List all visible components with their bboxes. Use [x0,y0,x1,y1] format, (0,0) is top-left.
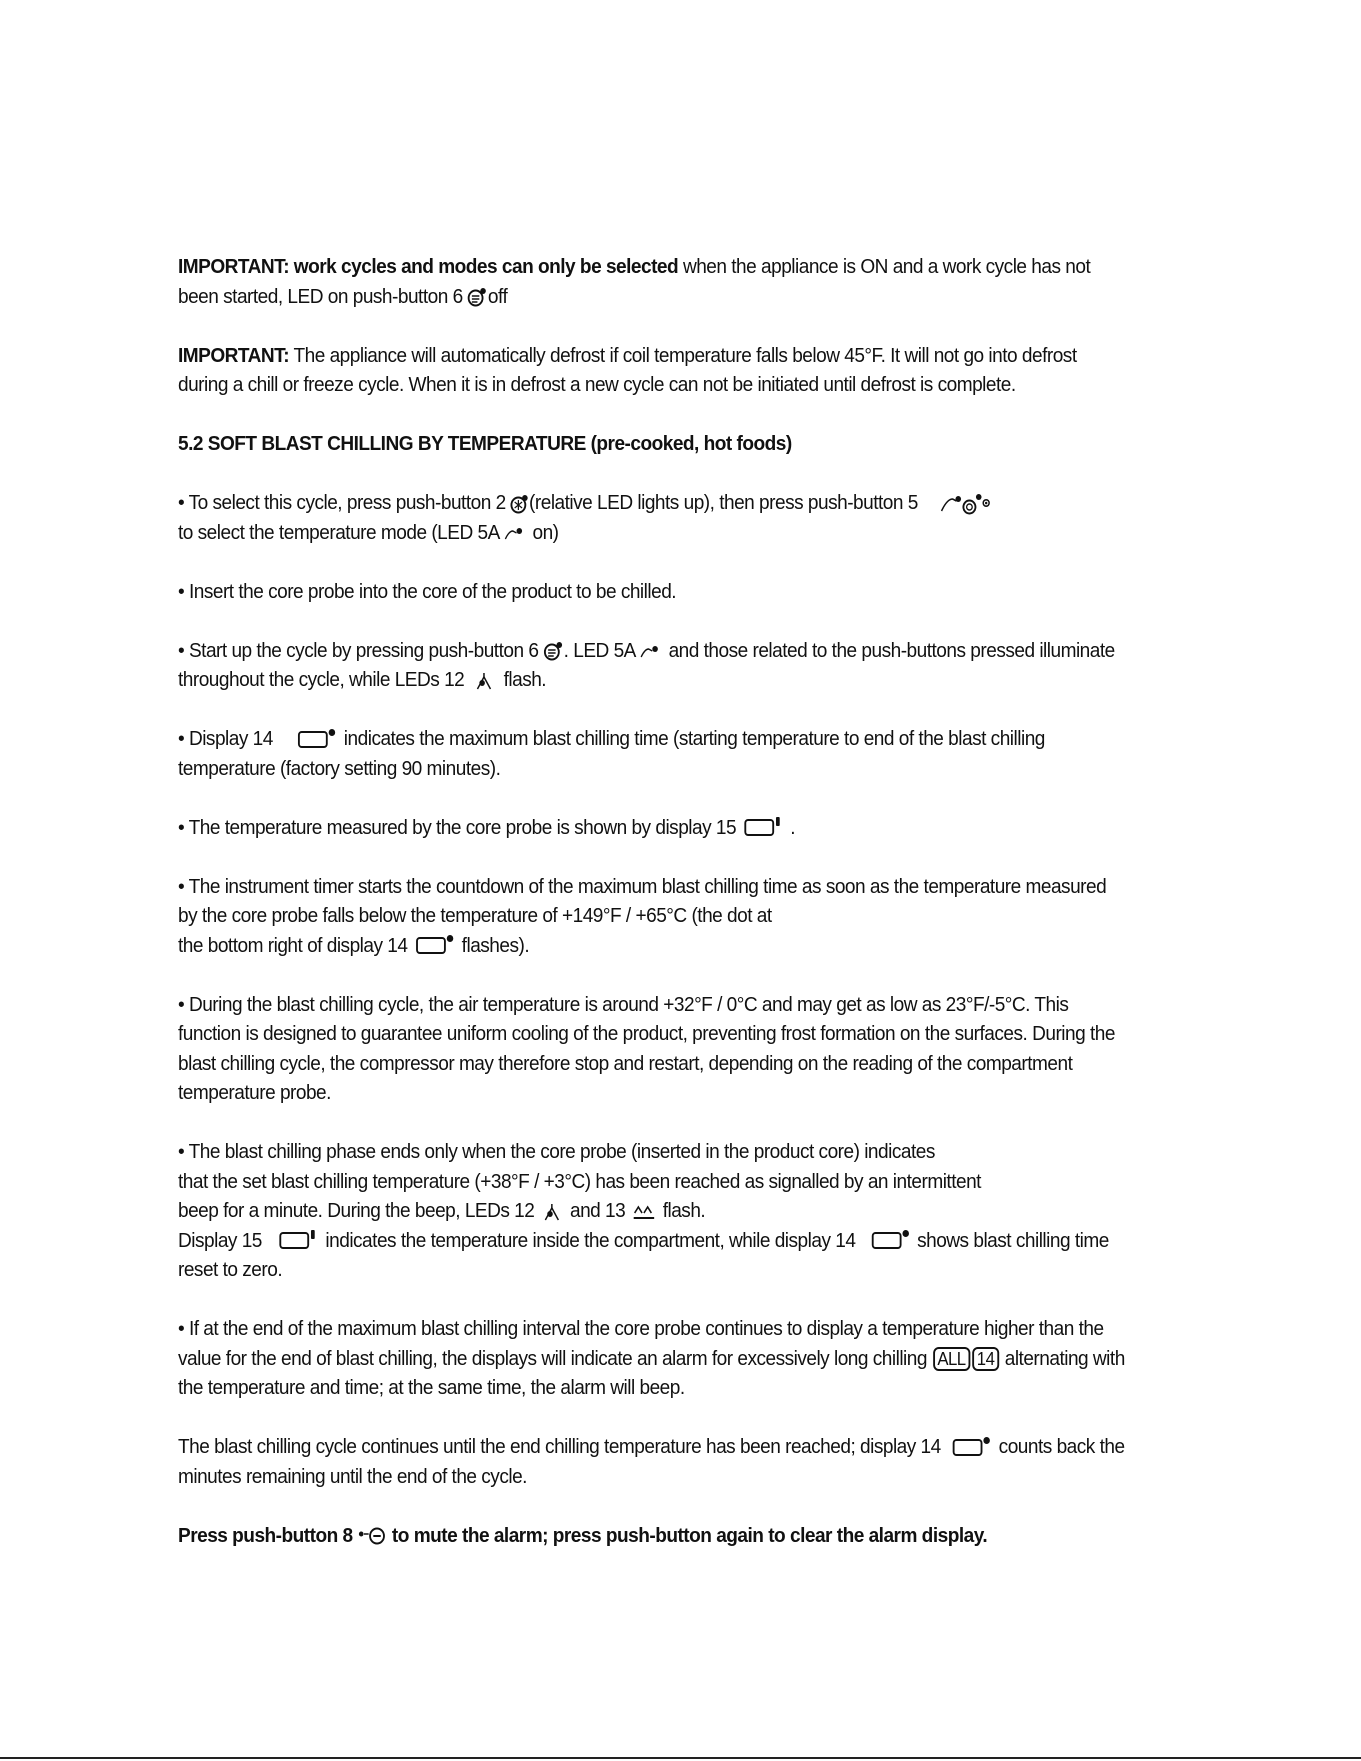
step-alarm-long-chilling [178,1314,1127,1403]
step-display-15 [178,813,1127,843]
timer-display-icon [871,1230,908,1252]
important-note-2-bold: IMPORTANT: [178,343,290,367]
section-title: 5.2 SOFT BLAST CHILLING BY TEMPERATURE (pre-cooked, hot foods) [178,432,792,455]
chill-led-icon [475,671,494,691]
step-select-cycle [178,488,1127,547]
start-stop-icon [467,287,487,307]
probe-display-icon [745,817,782,839]
step-timer-countdown-text-2: the bottom right of display 14 [178,933,413,957]
step-phase-end-text-6: Display 15 [178,1228,267,1252]
temperature-mode-icon [939,491,995,517]
step-select-cycle-text-2: (relative LED lights up), then press push-button 5 [529,491,923,514]
step-phase-end-text-2: that the set blast chilling temperature (+38°F / +3°C) has been reached as signalled by an intermittent [178,1169,981,1193]
mute-alarm-text-1: Press push-button 8 [178,1523,358,1547]
hold-led-icon [632,1203,656,1221]
step-timer-countdown-text-1: • The instrument timer starts the countdown of the maximum blast chilling time as soon as the temperature measured by the core probe falls below the temperature of +149°F / +65°C (the dot at [178,874,1107,927]
alarm-14-label: 14 [972,1347,999,1371]
important-note-2 [178,341,1127,400]
core-probe-led-icon [640,643,664,659]
step-air-temperature: • During the blast chilling cycle, the air temperature is around +32°F / 0°C and may get as low as 23°F/-5°C. This function is designed to guarantee uniform cooling of the product, preventing frost formation on the surfaces. During the blast chilling cycle, the compressor may therefore stop and restart, depending on the reading of the compartment temperature probe. [178,992,1115,1104]
step-phase-end-text-3: beep for a minute. During the beep, LEDs 12 [178,1199,540,1222]
step-timer-countdown [178,872,1127,961]
step-start-cycle-text-1: • Start up the cycle by pressing push-button 6 [178,638,544,662]
important-note-2-text: The appliance will automatically defrost if coil temperature falls below 45°F. It will not go into defrost during a chill or freeze cycle. When it is in defrost a new cycle can not be initiated until defrost is complete. [178,343,1077,396]
step-start-cycle [178,636,1127,695]
step-display-15-text-1: • The temperature measured by the core probe is shown by display 15 [178,815,741,839]
mute-alarm-icon [357,1526,387,1546]
important-note-1 [178,252,1127,311]
step-display-14-text-1: • Display 14 [178,727,278,750]
chill-led-icon [543,1202,562,1222]
timer-display-icon [298,729,335,751]
step-insert-probe: • Insert the core probe into the core of the product to be chilled. [178,579,677,603]
mute-alarm-text-2: to mute the alarm; press push-button again to clear the alarm display. [387,1523,988,1547]
step-select-cycle-text-4: on) [527,520,559,544]
mute-alarm-instruction [178,1521,1127,1551]
alarm-all-label: ALL [933,1347,971,1371]
step-display-14-text-2: indicates the maximum blast chilling time (starting temperature to end of the blast chilling temperature (factory setting 90 minutes). [178,727,1045,780]
step-display-14 [178,724,1127,783]
timer-display-icon [416,935,453,957]
step-timer-countdown-text-3: flashes). [456,933,530,957]
step-select-cycle-text-3: to select the temperature mode (LED 5A [178,520,504,544]
step-phase-end-text-1: • The blast chilling phase ends only when the core probe (inserted in the product core) indicates [178,1140,935,1163]
step-select-cycle-text-1: • To select this cycle, press push-button 2 [178,491,511,514]
start-stop-icon [543,641,563,661]
step-cycle-continues-text-1: The blast chilling cycle continues until the end chilling temperature has been reached; display 14 [178,1435,946,1458]
step-cycle-continues-text-2: counts back the minutes remaining until the end of the cycle. [178,1435,1125,1488]
step-start-cycle-text-2: . LED 5A [563,638,640,662]
probe-display-icon [280,1230,317,1252]
step-phase-end-text-8: shows blast chilling time reset to zero. [178,1228,1109,1281]
step-display-15-text-2: . [785,815,796,839]
important-note-1-bold: IMPORTANT: work cycles and modes can only be selected [178,255,679,278]
step-phase-end-text-7: indicates the temperature inside the compartment, while display 14 [320,1228,861,1252]
step-phase-end-text-4: and 13 [565,1199,631,1222]
important-note-1-text: when the appliance is ON and a work cycle has not been started, LED on push-button 6 [178,255,1091,308]
timer-display-icon [953,1437,990,1459]
core-probe-led-icon [504,525,528,541]
step-cycle-continues [178,1432,1127,1491]
document-page [178,252,1127,1580]
step-alarm-text-1: • If at the end of the maximum blast chilling interval the core probe continues to display a temperature higher than the value for the end of blast chilling, the displays will indicate an alarm for excessively long chilling [178,1317,1104,1370]
step-alarm-text-2: alternating with the temperature and time; at the same time, the alarm will beep. [178,1346,1125,1399]
step-phase-end [178,1137,1127,1285]
step-phase-end-text-5: flash. [657,1199,706,1222]
page-bottom-border [0,1757,1361,1759]
step-start-cycle-text-4: flash. [498,668,547,691]
step-start-cycle-text-3: and those related to the push-buttons pressed illuminate throughout the cycle, while LEDs 12 [178,638,1115,691]
blast-chill-icon [510,494,529,514]
important-note-1-off: off [487,284,508,308]
